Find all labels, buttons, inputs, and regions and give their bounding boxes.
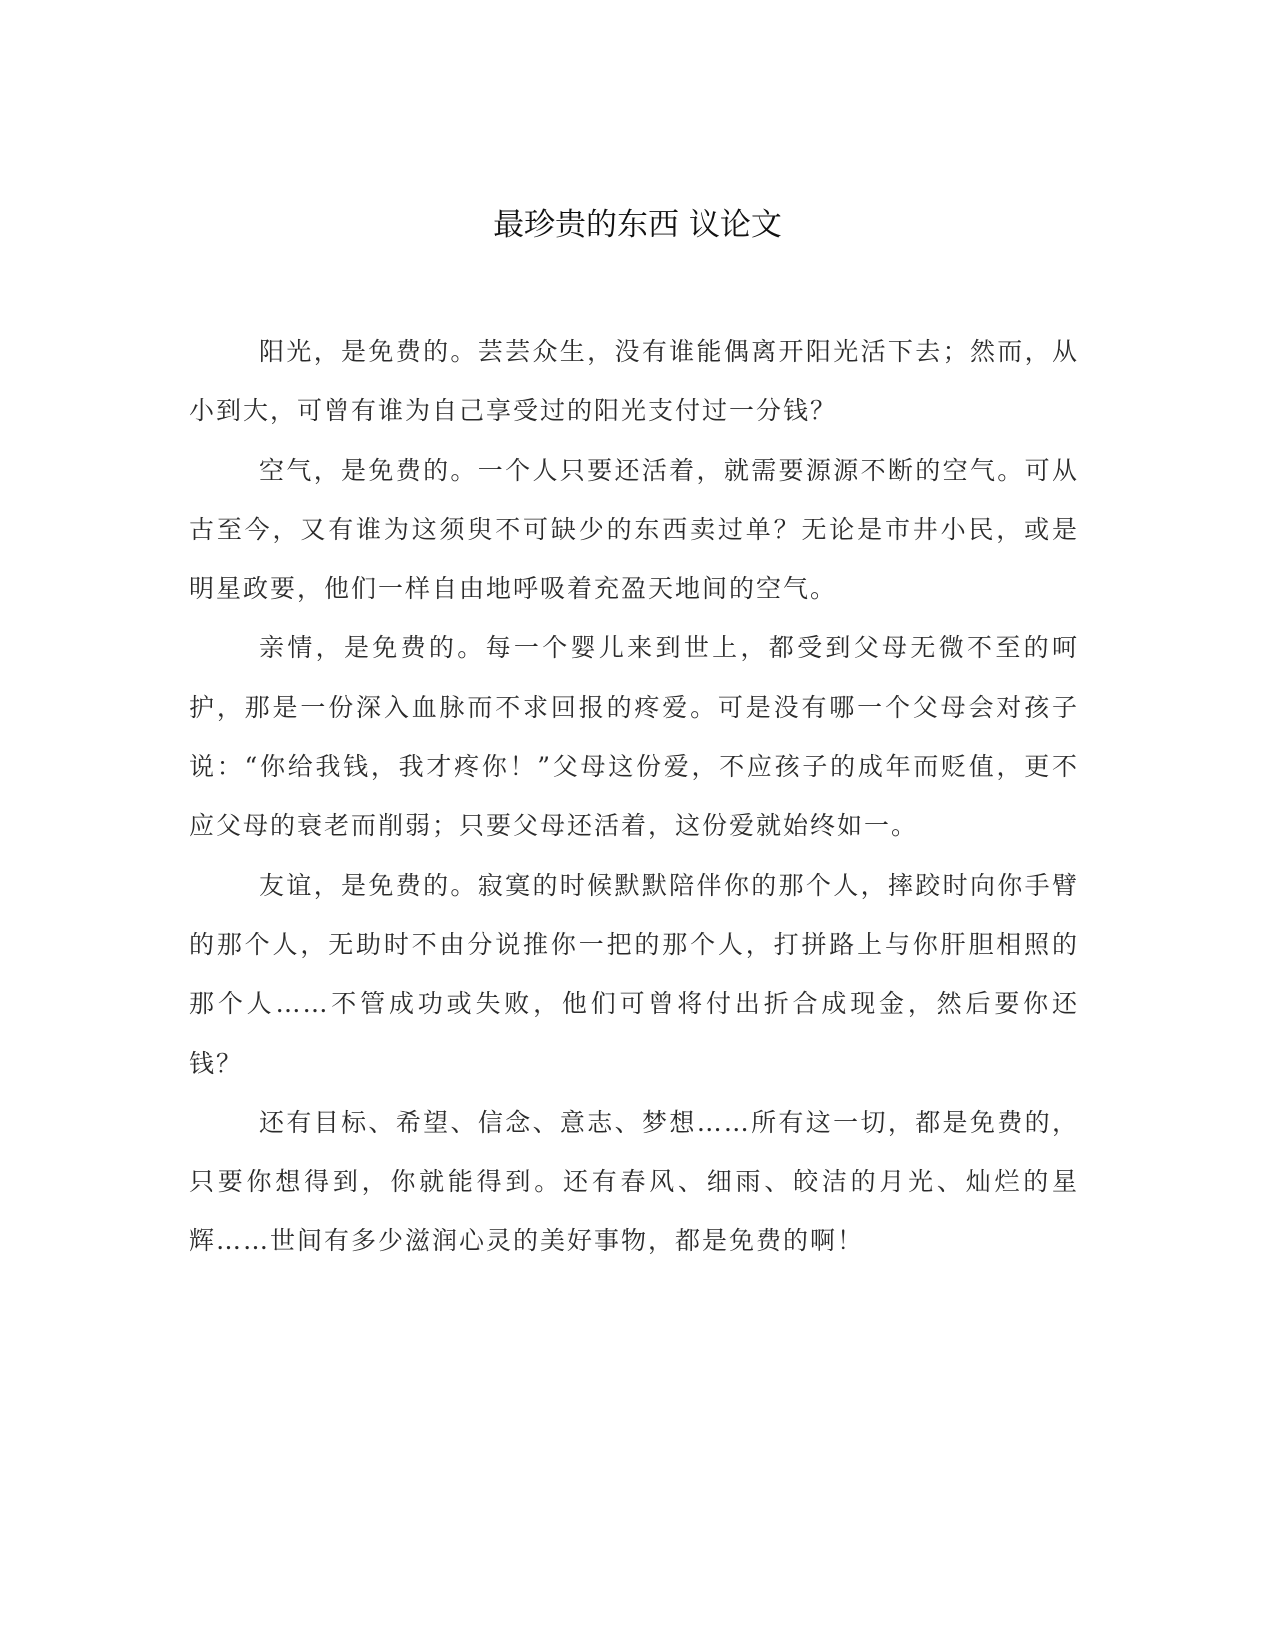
paragraph-family-love: 亲情，是免费的。每一个婴儿来到世上，都受到父母无微不至的呵护，那是一份深入血脉而不求回报的疼爱。可是没有哪一个父母会对孩子说：“你给我钱，我才疼你！”父母这份爱，不应孩子的成年而贬值，更不应父母的衰老而削弱；只要父母还活着，这份爱就始终如一。 xyxy=(189,633,1079,841)
paragraph-sunlight: 阳光，是免费的。芸芸众生，没有谁能偶离开阳光活下去；然而，从小到大，可曾有谁为自己享受过的阳光支付过一分钱？ xyxy=(189,337,1079,426)
paragraph-dreams-and-nature: 还有目标、希望、信念、意志、梦想……所有这一切，都是免费的，只要你想得到，你就能得到。还有春风、细雨、皎洁的月光、灿烂的星辉……世间有多少滋润心灵的美好事物，都是免费的啊！ xyxy=(189,1107,1079,1256)
document-body xyxy=(189,322,1079,1271)
paragraph-air: 空气，是免费的。一个人只要还活着，就需要源源不断的空气。可从古至今，又有谁为这须臾不可缺少的东西卖过单？无论是市井小民，或是明星政要，他们一样自由地呼吸着充盈天地间的空气。 xyxy=(189,455,1079,604)
paragraph-friendship: 友谊，是免费的。寂寞的时候默默陪伴你的那个人，摔跤时向你手臂的那个人，无助时不由分说推你一把的那个人，打拼路上与你肝胆相照的那个人……不管成功或失败，他们可曾将付出折合成现金，然后要你还钱？ xyxy=(189,870,1079,1078)
document-title: 最珍贵的东西 议论文 xyxy=(493,207,782,243)
